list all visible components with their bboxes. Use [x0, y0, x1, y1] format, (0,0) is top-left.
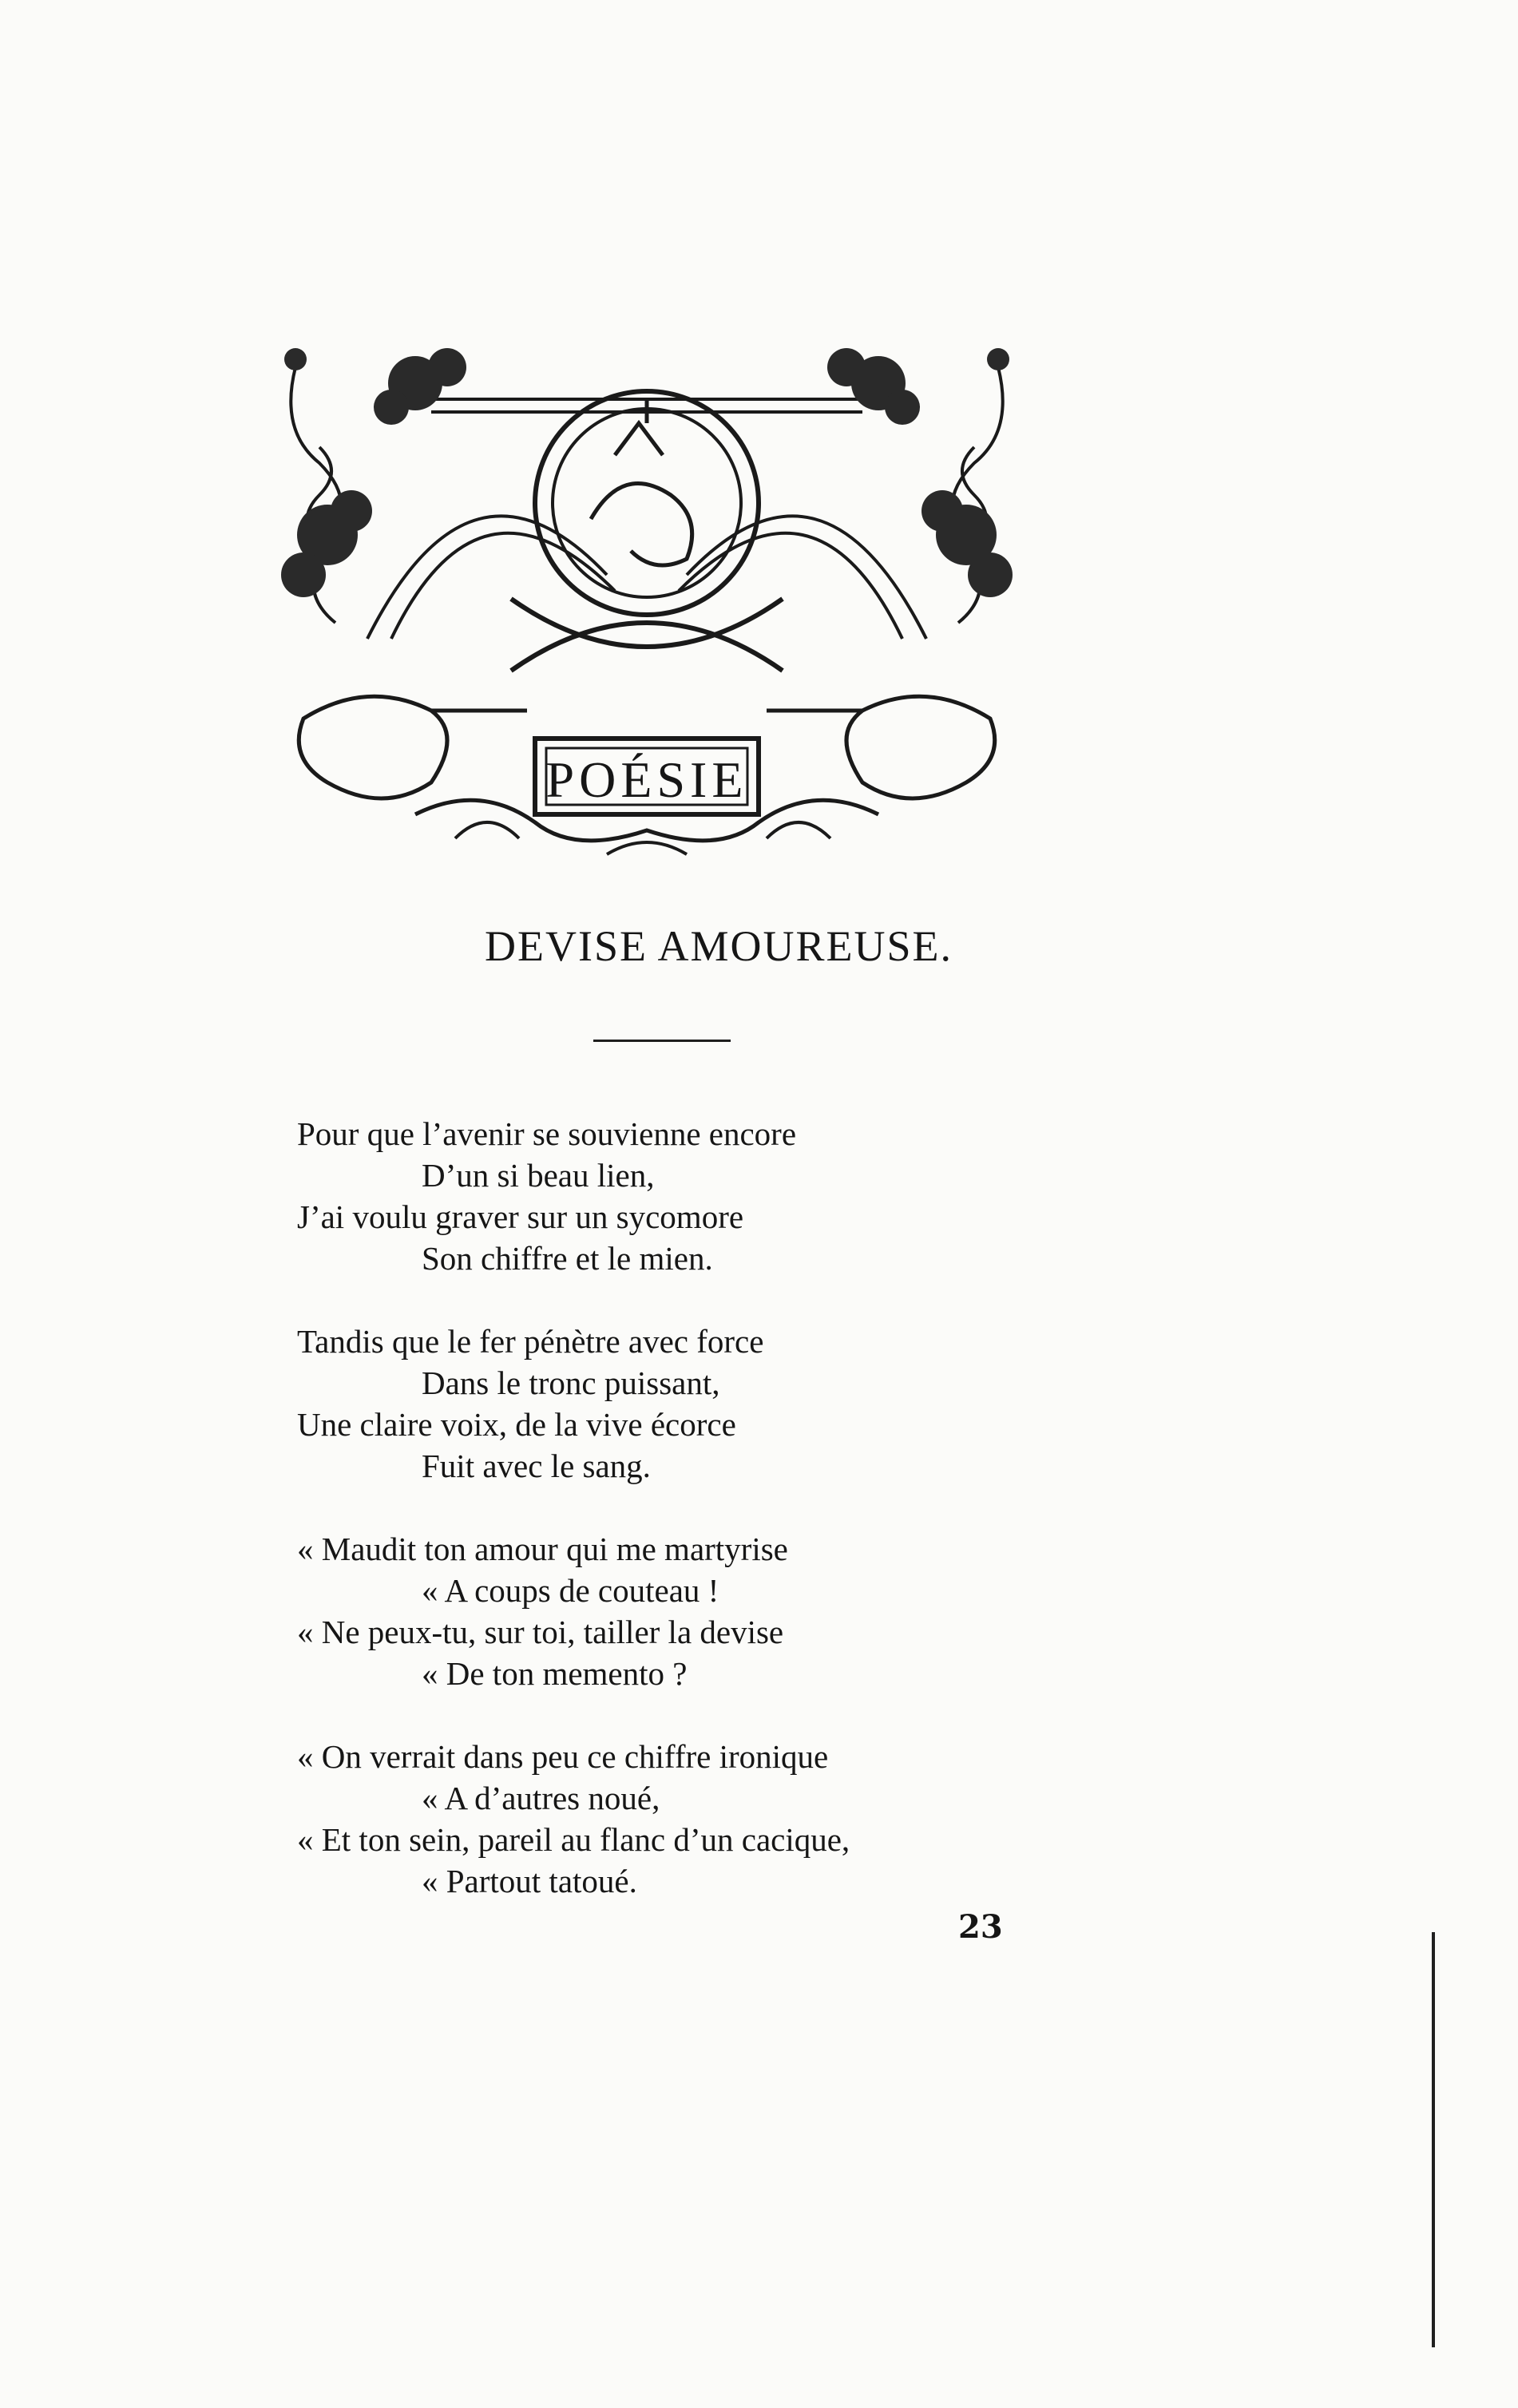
poem-line: D’un si beau lien,	[422, 1157, 655, 1194]
poem-line: Fuit avec le sang.	[422, 1448, 651, 1484]
poem-line: Dans le tronc puissant,	[422, 1364, 720, 1401]
poem-line: « Maudit ton amour qui me martyrise	[297, 1531, 788, 1567]
poem-line: Pour que l’avenir se souvienne encore	[297, 1115, 797, 1152]
poem-line: « A d’autres noué,	[422, 1780, 660, 1816]
poem-line: Tandis que le fer pénètre avec force	[297, 1323, 764, 1360]
poem-line: Son chiffre et le mien.	[422, 1240, 713, 1277]
poem-line: Une claire voix, de la vive écorce	[297, 1406, 736, 1443]
poem-line: J’ai voulu graver sur un sycomore	[297, 1198, 744, 1235]
page-edge-line	[1432, 1932, 1435, 2347]
poem-line: « A coups de couteau !	[422, 1572, 719, 1609]
poem-line: « Partout tatoué.	[422, 1863, 637, 1899]
poem-line: « Ne peux-tu, sur toi, tailler la devise	[297, 1614, 784, 1650]
poem-line: « Et ton sein, pareil au flanc d’un cacique,	[297, 1821, 850, 1858]
poem-line: « On verrait dans peu ce chiffre ironique	[297, 1738, 829, 1775]
page-number: 23	[958, 1908, 1003, 1946]
poem-title: DEVISE AMOUREUSE.	[484, 922, 953, 970]
poem-line: « De ton memento ?	[422, 1655, 688, 1692]
banner-text: POÉSIE	[545, 751, 748, 808]
